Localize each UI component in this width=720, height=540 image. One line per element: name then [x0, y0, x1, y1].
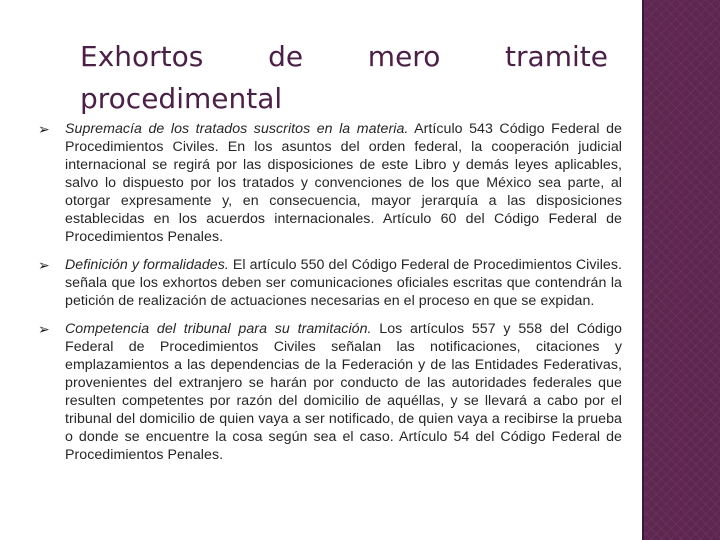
decorative-side-panel: [642, 0, 720, 540]
title-word: Exhortos: [80, 40, 204, 73]
arrow-bullet-icon: ➢: [38, 321, 50, 337]
title-word: mero: [367, 40, 441, 73]
list-item: [38, 256, 622, 310]
bullet-text: [65, 320, 622, 464]
slide-title: [80, 36, 608, 120]
list-item: [38, 320, 622, 464]
side-panel-edge: [642, 0, 644, 540]
bullet-text: [65, 120, 622, 246]
bullet-heading: Competencia del tribunal para su tramitación.: [65, 321, 372, 337]
bullet-heading: Supremacía de los tratados suscritos en la materia.: [65, 121, 409, 137]
arrow-bullet-icon: ➢: [38, 257, 50, 273]
title-line-2: procedimental: [80, 82, 283, 115]
bullet-list: [38, 120, 622, 474]
title-word: tramite: [505, 40, 608, 73]
list-item: [38, 120, 622, 246]
arrow-bullet-icon: ➢: [38, 121, 50, 137]
bullet-body: Los artículos 557 y 558 del Código Federal de Procedimientos Civiles señalan las notificaciones, citaciones y emplazamientos a las dependencias de la Federación y de las Entidades Federativas, provenientes del extranjero se harán por conducto de las autoridades federales que resulten competentes por razón del domicilio de aquéllas, y se llevará a cabo por el tribunal del domicilio de quien vaya a ser notificado, de quien vaya a recibirse la prueba o donde se encuentre la cosa según sea el caso. Artículo 54 del Código Federal de Procedimientos Penales.: [65, 321, 622, 463]
bullet-text: [65, 256, 622, 310]
title-word: de: [268, 40, 304, 73]
title-line-1: [80, 36, 608, 78]
bullet-heading: Definición y formalidades.: [65, 257, 229, 273]
bullet-body: El artículo 550 del Código Federal de Procedimientos Civiles. señala que los exhortos deben ser comunicaciones oficiales escritas que contendrán la petición de realización de actuaciones necesarias en el proceso en que se expidan.: [65, 257, 622, 309]
bullet-body: Artículo 543 Código Federal de Procedimientos Civiles. En los asuntos del orden federal, la cooperación judicial internacional se regirá por las disposiciones de este Libro y demás leyes aplicables, salvo lo dispuesto por los tratados y convenciones de los que México sea parte, al otorgar expresamente y, en consecuencia, mayor jerarquía a las disposiciones establecidas en los acuerdos internacionales. Artículo 60 del Código Federal de Procedimientos Penales.: [65, 121, 622, 245]
